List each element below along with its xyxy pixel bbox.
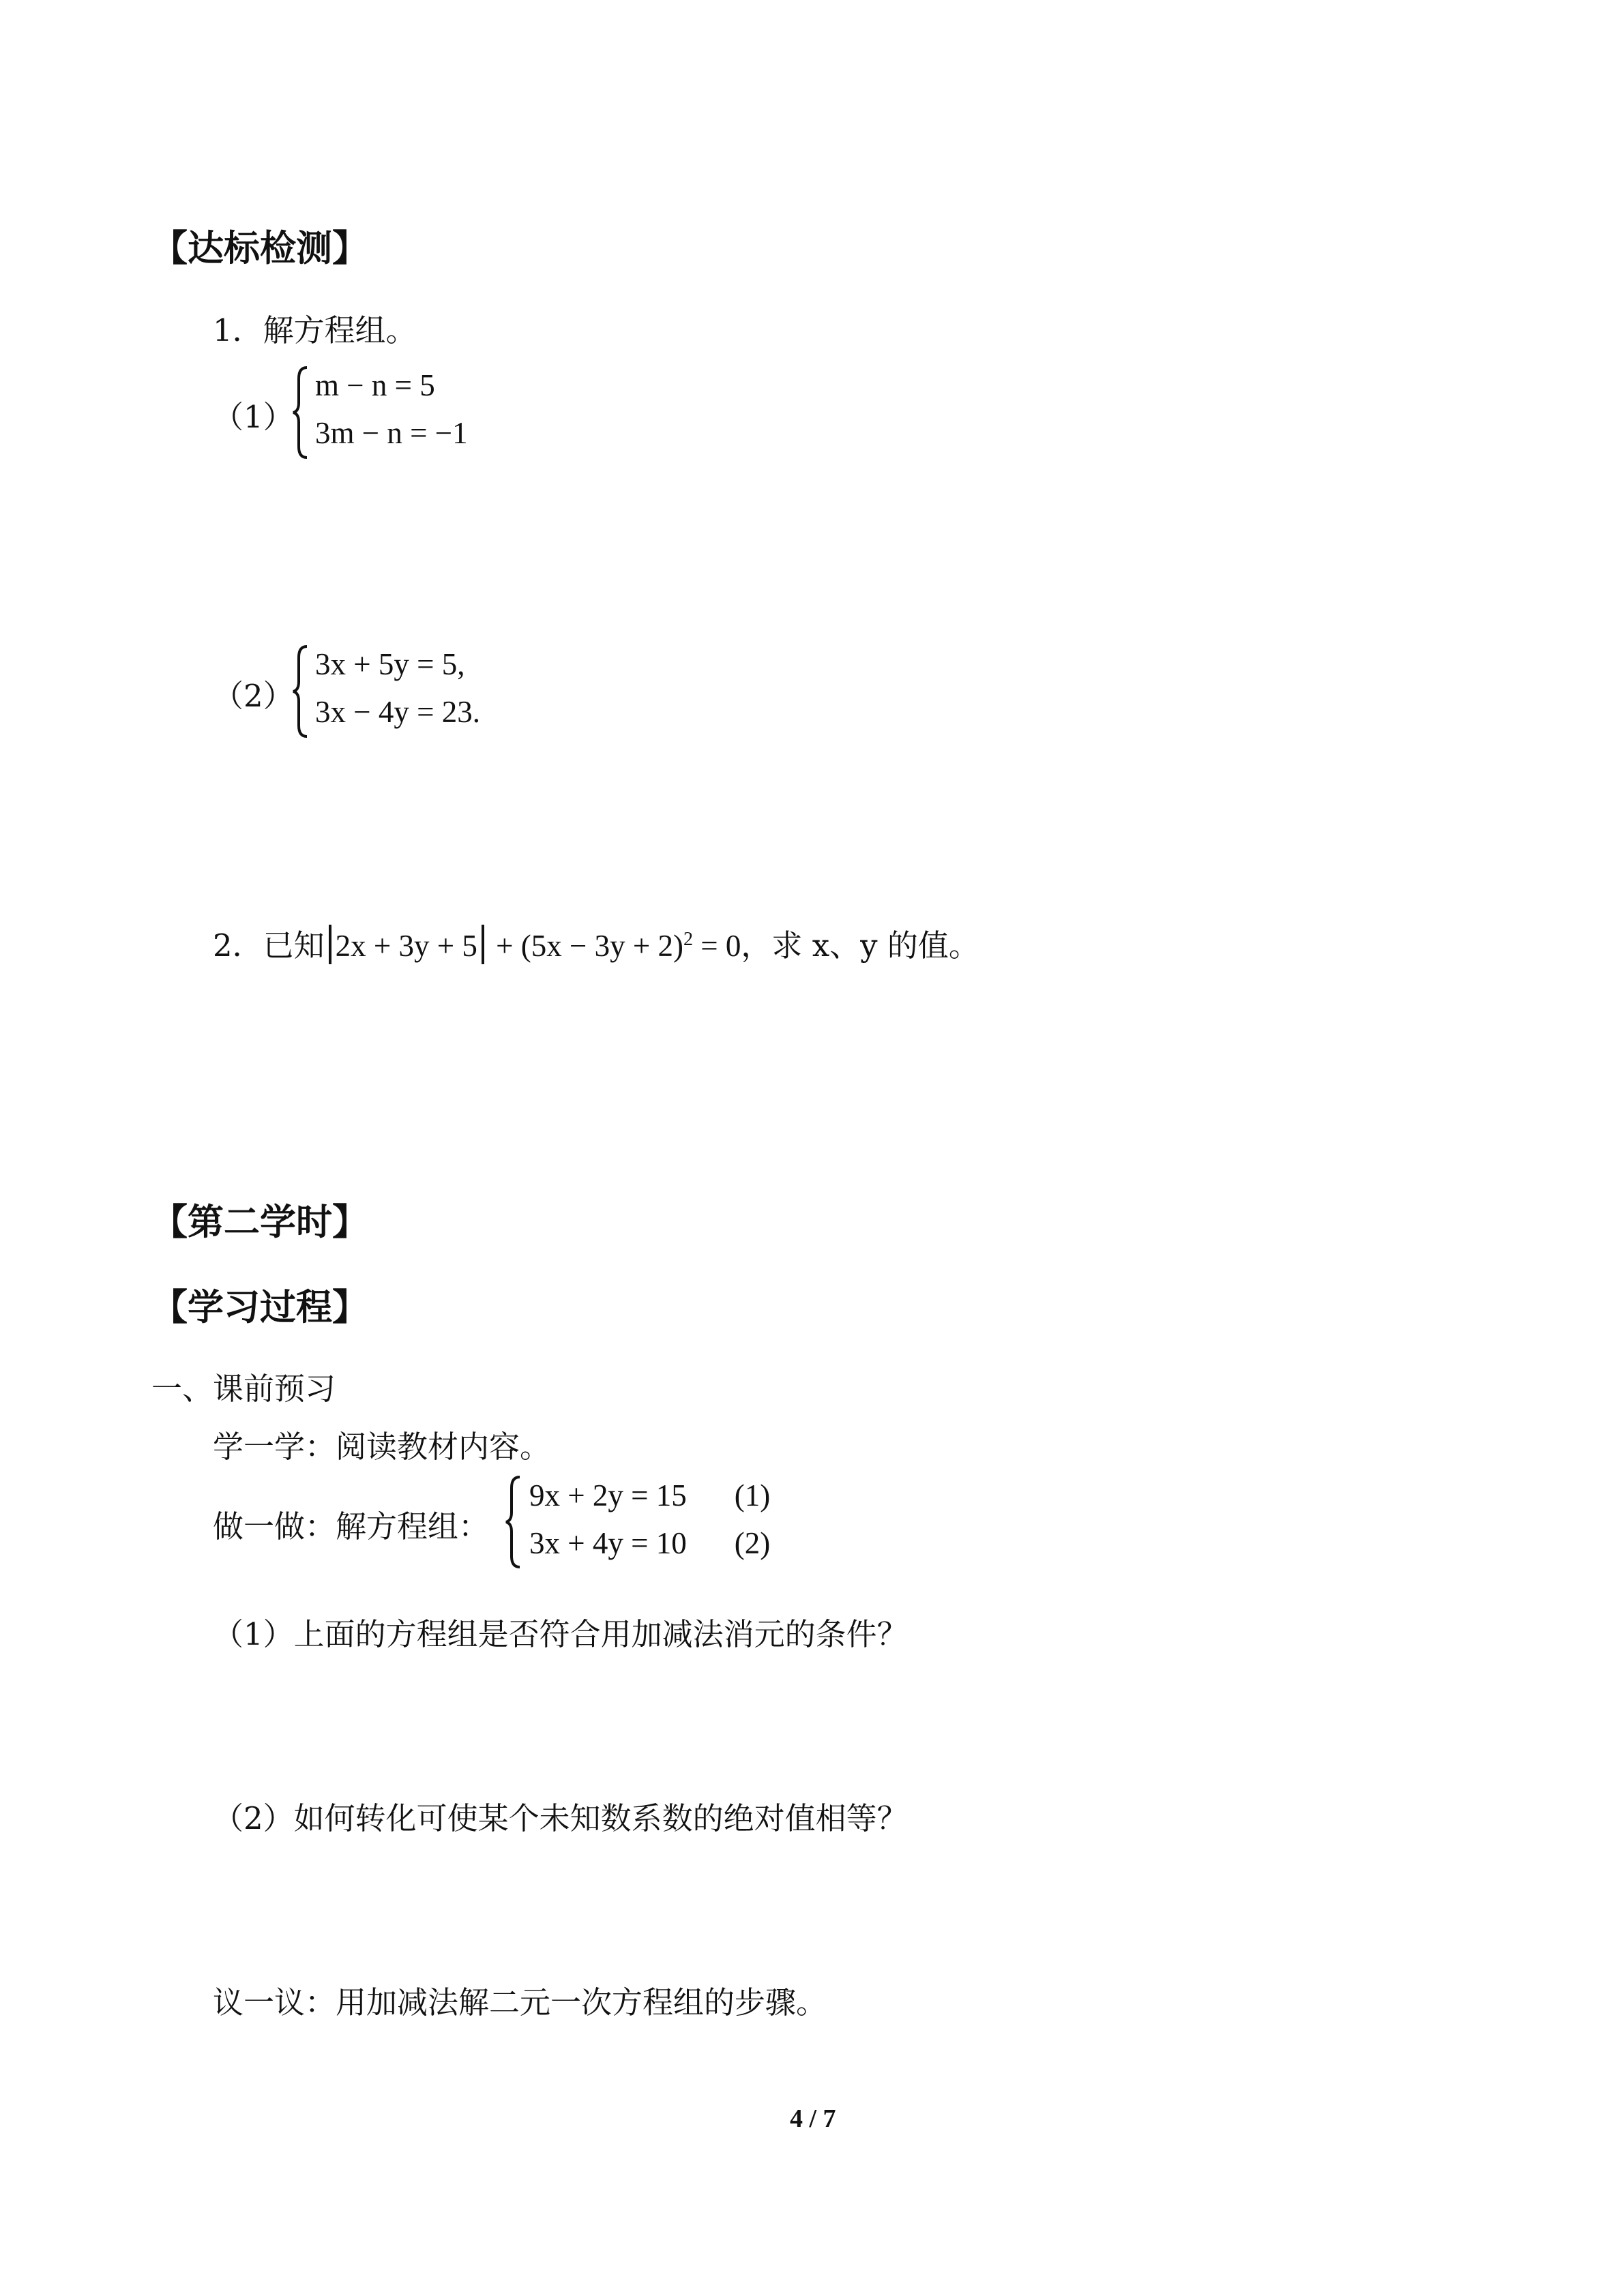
do-system-eq-1-tag: (1) xyxy=(734,1478,771,1512)
question-2-abs-expr: 2x + 3y + 5 xyxy=(335,929,477,963)
do-system-eq-1-expr: 9x + 2y = 15 xyxy=(529,1478,687,1512)
heading-da-biao-jian-ce: 【达标检测】 xyxy=(151,228,368,269)
abs-bar-right-icon xyxy=(482,925,484,964)
question-2-plus: + xyxy=(488,929,521,963)
left-brace-icon xyxy=(503,1474,524,1570)
do-system-eq-2 xyxy=(529,1519,770,1567)
question-transform: （2）如何转化可使某个未知数系数的绝对值相等？ xyxy=(213,1800,908,1836)
heading-di-er-xue-shi: 【第二学时】 xyxy=(151,1202,368,1243)
system-1-eq-1: m − n = 5 xyxy=(315,368,435,402)
abs-bar-left-icon xyxy=(329,925,331,964)
question-2-suffix: ，求 x、y 的值。 xyxy=(741,927,979,964)
question-condition: （1）上面的方程组是否符合用加减法消元的条件？ xyxy=(213,1616,908,1652)
system-1 xyxy=(315,361,468,457)
heading-xue-xi-guo-cheng: 【学习过程】 xyxy=(151,1287,368,1328)
page-number: 4 / 7 xyxy=(790,2104,836,2133)
study-line: 学一学：阅读教材内容。 xyxy=(213,1429,551,1465)
question-2-square-expr: (5x − 3y + 2) xyxy=(520,929,684,963)
discuss-line: 议一议：用加减法解二元一次方程组的步骤。 xyxy=(213,1984,827,2021)
do-system-eq-1 xyxy=(529,1472,770,1519)
left-brace-icon xyxy=(291,365,311,460)
left-brace-icon xyxy=(291,644,311,739)
question-2 xyxy=(213,921,979,965)
question-2-rhs: = 0 xyxy=(693,929,741,963)
system-2-eq-1: 3x + 5y = 5, xyxy=(315,647,465,681)
system-1-eq-2: 3m − n = −1 xyxy=(315,416,468,450)
system-2-eq-2: 3x − 4y = 23. xyxy=(315,695,481,729)
do-system-eq-2-tag: (2) xyxy=(734,1526,771,1560)
question-2-power: 2 xyxy=(683,929,694,950)
sub-question-1-label: （1） xyxy=(213,399,294,435)
do-system-eq-2-expr: 3x + 4y = 10 xyxy=(529,1526,687,1560)
sub-question-2-label: （2） xyxy=(213,678,294,714)
do-prefix: 做一做：解方程组： xyxy=(213,1508,490,1545)
question-1-label: 1．解方程组。 xyxy=(213,312,417,348)
do-system xyxy=(529,1472,770,1567)
part-1-title: 一、课前预习 xyxy=(151,1371,336,1407)
system-2 xyxy=(315,640,480,736)
question-2-prefix: 2．已知 xyxy=(213,927,325,964)
